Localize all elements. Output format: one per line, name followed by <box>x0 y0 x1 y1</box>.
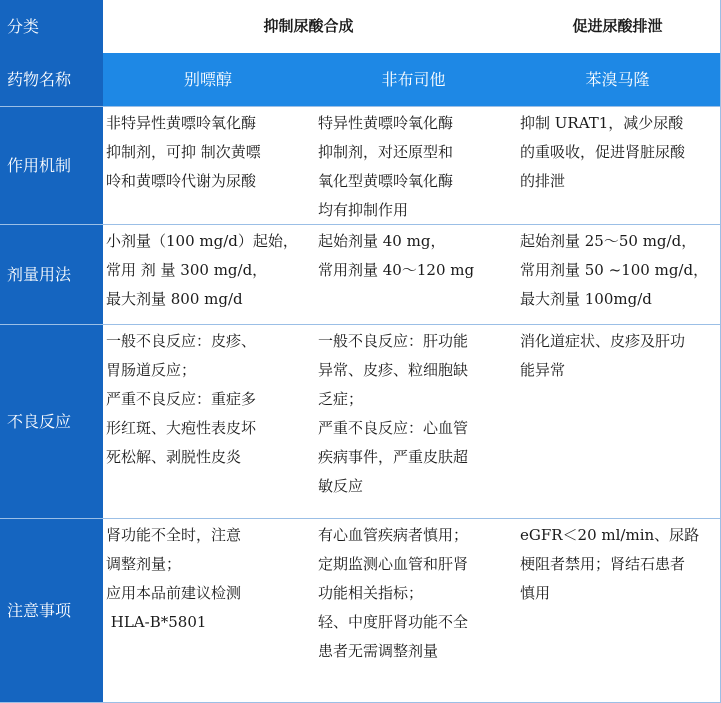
cell-text-line: 一般不良反应：肝功能 <box>318 332 469 350</box>
cell-text-line: 小剂量（100 mg/d）起始， <box>106 232 298 250</box>
cell-text-line: 常用剂量 50 ~100 mg/d， <box>520 261 709 279</box>
mechanism-cell-allopurinol <box>103 106 313 224</box>
cell-text-line: 非特异性黄嘌呤氧化酶 <box>106 114 257 132</box>
cell-text-line: 起始剂量 40 mg， <box>318 232 446 250</box>
cell-text-line: 最大剂量 100mg/d <box>520 290 652 308</box>
row-label: 注意事项 <box>7 601 72 620</box>
cell-text-line: 疾病事件，严重皮肤超 <box>318 448 469 466</box>
inhibit-group-label: 抑制尿酸合成 <box>263 17 354 35</box>
inhibit-group-header <box>103 0 514 53</box>
precautions-cell-benzbromarone <box>514 518 721 703</box>
category-label: 分类 <box>7 17 40 36</box>
cell-text-line: 死松解、剥脱性皮炎 <box>106 448 242 466</box>
cell-text-line: 起始剂量 25～50 mg/d， <box>520 232 697 250</box>
cell-text-line: 应用本品前建议检测 <box>106 584 242 602</box>
cell-text-line: 的重吸收，促进肾脏尿酸 <box>520 143 686 161</box>
row-header-dosage <box>0 224 103 324</box>
drug-name: 苯溴马隆 <box>585 70 650 89</box>
dosage-cell-febuxostat <box>313 224 514 324</box>
cell-text-line: 形红斑、大疱性表皮坏 <box>106 419 257 437</box>
cell-text-line: 敏反应 <box>318 477 364 495</box>
cell-text-line: 消化道症状、皮疹及肝功 <box>520 332 686 350</box>
mechanism-cell-febuxostat <box>313 106 514 224</box>
precautions-cell-allopurinol <box>103 518 313 703</box>
cell-text-line: 一般不良反应：皮疹、 <box>106 332 257 350</box>
cell-text-line: 功能相关指标； <box>318 584 424 602</box>
row-divider <box>0 106 721 107</box>
cell-text-line: 抑制 URAT1，减少尿酸 <box>520 114 684 132</box>
drug-name: 别嘌醇 <box>183 70 232 89</box>
cell-text-line: 抑制剂，对还原型和 <box>318 143 454 161</box>
precautions-cell-febuxostat <box>313 518 514 703</box>
cell-text-line: 均有抑制作用 <box>318 201 409 219</box>
cell-text-line: 梗阻者禁用；肾结石患者 <box>520 555 686 573</box>
row-header-precautions <box>0 518 103 703</box>
adverse-cell-benzbromarone <box>514 324 721 518</box>
cell-text-line: 常用 剂 量 300 mg/d， <box>106 261 268 279</box>
cell-text-line: 特异性黄嘌呤氧化酶 <box>318 114 454 132</box>
dosage-cell-allopurinol <box>103 224 313 324</box>
dosage-cell-benzbromarone <box>514 224 721 324</box>
drug-header-febuxostat <box>313 53 514 106</box>
cell-text-line: 呤和黄嘌呤代谢为尿酸 <box>106 172 257 190</box>
row-divider <box>0 518 721 519</box>
cell-text-line: 严重不良反应：心血管 <box>318 419 469 437</box>
drug-header-allopurinol <box>103 53 313 106</box>
promote-group-label: 促进尿酸排泄 <box>572 17 663 35</box>
cell-text-line: 严重不良反应：重症多 <box>106 390 257 408</box>
cell-text-line: 常用剂量 40～120 mg <box>318 261 475 279</box>
row-header-mechanism <box>0 106 103 224</box>
row-divider <box>0 324 721 325</box>
cell-text-line: 轻、中度肝肾功能不全 <box>318 613 469 631</box>
cell-text-line: HLA-B*5801 <box>106 613 207 631</box>
row-divider <box>0 224 721 225</box>
adverse-cell-febuxostat <box>313 324 514 518</box>
row-label: 不良反应 <box>7 411 72 431</box>
cell-text-line: eGFR＜20 ml/min、尿路 <box>520 526 700 544</box>
promote-group-header <box>514 0 721 53</box>
drug-name-label: 药物名称 <box>7 70 72 89</box>
drug-name: 非布司他 <box>381 70 446 89</box>
cell-text-line: 定期监测心血管和肝肾 <box>318 555 469 573</box>
cell-text-line: 异常、皮疹、粒细胞缺 <box>318 361 469 379</box>
drug-name-row-header <box>0 53 103 106</box>
row-label: 剂量用法 <box>7 264 72 284</box>
cell-text-line: 的排泄 <box>520 172 566 190</box>
cell-text-line: 抑制剂，可抑 制次黄嘌 <box>106 143 261 161</box>
cell-text-line: 患者无需调整剂量 <box>318 642 439 660</box>
row-label: 作用机制 <box>7 155 72 175</box>
cell-text-line: 最大剂量 800 mg/d <box>106 290 243 308</box>
cell-text-line: 调整剂量； <box>106 555 182 573</box>
category-header-cell <box>0 0 103 53</box>
cell-text-line: 能异常 <box>520 361 566 379</box>
adverse-cell-allopurinol <box>103 324 313 518</box>
mechanism-cell-benzbromarone <box>514 106 721 224</box>
cell-text-line: 肾功能不全时，注意 <box>106 526 242 544</box>
cell-text-line: 慎用 <box>520 584 551 602</box>
cell-text-line: 乏症； <box>318 390 364 408</box>
row-header-adverse-reactions <box>0 324 103 518</box>
cell-text-line: 有心血管疾病者慎用； <box>318 526 469 544</box>
cell-text-line: 氧化型黄嘌呤氧化酶 <box>318 172 454 190</box>
drug-header-benzbromarone <box>514 53 721 106</box>
cell-text-line: 胃肠道反应； <box>106 361 197 379</box>
